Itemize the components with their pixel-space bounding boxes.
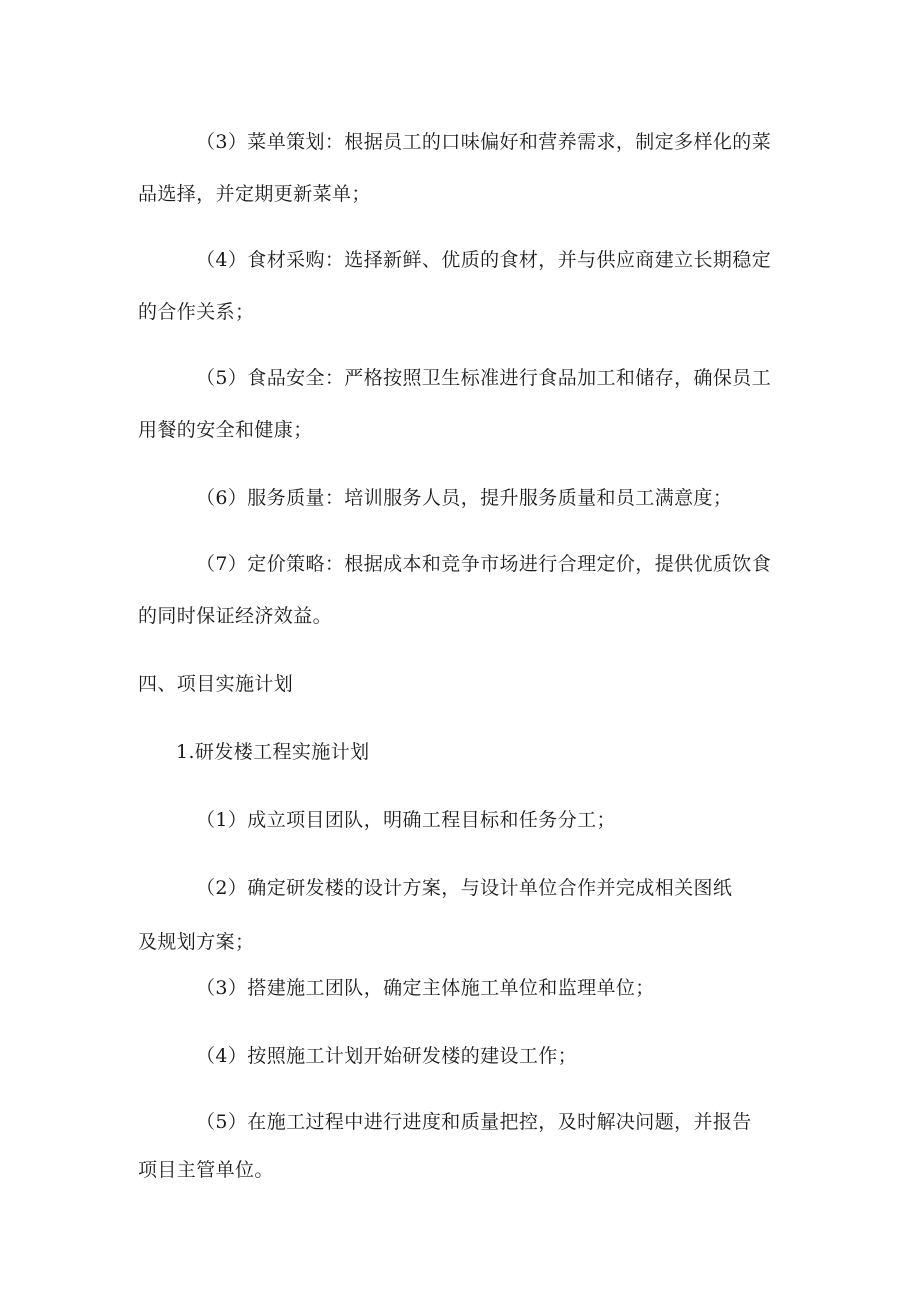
plan-item-5-line2: 项目主管单位。 bbox=[138, 1159, 274, 1181]
paragraph-pricing-strategy-line1: （7）定价策略：根据成本和竞争市场进行合理定价，提供优质饮食 bbox=[196, 553, 772, 575]
plan-item-1-line1: （1）成立项目团队，明确工程目标和任务分工； bbox=[196, 809, 616, 831]
paragraph-menu-planning-line2: 品选择，并定期更新菜单； bbox=[138, 183, 371, 205]
paragraph-service-quality-line1: （6）服务质量：培训服务人员，提升服务质量和员工满意度； bbox=[196, 487, 733, 509]
plan-item-2-line1: （2）确定研发楼的设计方案，与设计单位合作并完成相关图纸 bbox=[196, 877, 733, 899]
paragraph-menu-planning-line1: （3）菜单策划：根据员工的口味偏好和营养需求，制定多样化的菜 bbox=[196, 131, 772, 153]
plan-item-2-line2: 及规划方案； bbox=[138, 931, 255, 953]
paragraph-food-safety-line1: （5）食品安全：严格按照卫生标准进行食品加工和储存，确保员工 bbox=[196, 367, 772, 389]
paragraph-food-safety-line2: 用餐的安全和健康； bbox=[138, 419, 313, 441]
paragraph-ingredient-purchasing-line2: 的合作关系； bbox=[138, 301, 255, 323]
section-heading: 四、项目实施计划 bbox=[138, 673, 294, 695]
paragraph-ingredient-purchasing-line1: （4）食材采购：选择新鲜、优质的食材，并与供应商建立长期稳定 bbox=[196, 249, 772, 271]
subsection-heading: 1.研发楼工程实施计划 bbox=[176, 741, 370, 763]
paragraph-pricing-strategy-line2: 的同时保证经济效益。 bbox=[138, 605, 333, 627]
plan-item-4-line1: （4）按照施工计划开始研发楼的建设工作； bbox=[196, 1045, 578, 1067]
plan-item-3-line1: （3）搭建施工团队，确定主体施工单位和监理单位； bbox=[196, 977, 655, 999]
plan-item-5-line1: （5）在施工过程中进行进度和质量把控，及时解决问题，并报告 bbox=[196, 1111, 752, 1133]
